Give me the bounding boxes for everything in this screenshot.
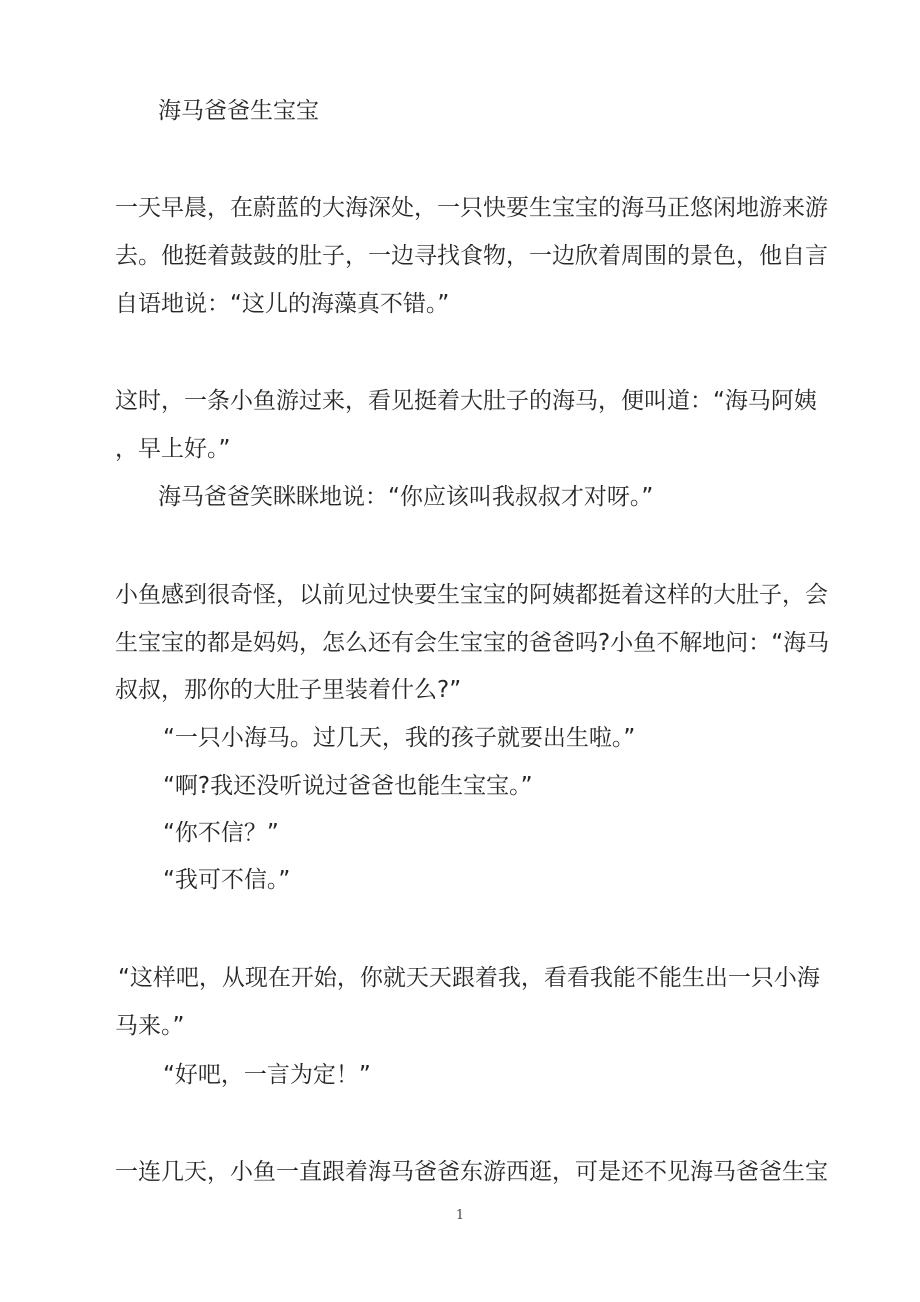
dialogue-line: “我可不信。” bbox=[163, 867, 291, 893]
paragraph-line: 海马爸爸笑眯眯地说：“你应该叫我叔叔才对呀。” bbox=[158, 484, 654, 510]
dialogue-line: “你不信？” bbox=[163, 820, 279, 846]
paragraph-line: 一天早晨，在蔚蓝的大海深处，一只快要生宝宝的海马正悠闲地游来游 bbox=[115, 195, 828, 221]
paragraph-line: 叔叔，那你的大肚子里装着什么?” bbox=[115, 677, 462, 703]
paragraph-line: 生宝宝的都是妈妈，怎么还有会生宝宝的爸爸吗?小鱼不解地问：“海马 bbox=[115, 630, 830, 656]
dialogue-line: “这样吧，从现在开始，你就天天跟着我，看看我能不能生出一只小海 bbox=[118, 965, 820, 991]
paragraph-line: 这时，一条小鱼游过来，看见挺着大肚子的海马，便叫道：“海马阿姨 bbox=[115, 388, 817, 414]
paragraph-line: 小鱼感到很奇怪，以前见过快要生宝宝的阿姨都挺着这样的大肚子，会 bbox=[115, 582, 828, 608]
dialogue-line: “一只小海马。过几天，我的孩子就要出生啦。” bbox=[163, 725, 636, 751]
dialogue-line: “啊?我还没听说过爸爸也能生宝宝。” bbox=[163, 773, 533, 799]
page-number: 1 bbox=[455, 1208, 465, 1223]
dialogue-line: “好吧，一言为定！” bbox=[163, 1062, 371, 1088]
paragraph-line: 一连几天，小鱼一直跟着海马爸爸东游西逛，可是还不见海马爸爸生宝 bbox=[115, 1159, 828, 1185]
paragraph-line: 自语地说：“这儿的海藻真不错。” bbox=[115, 291, 450, 317]
paragraph-line: 去。他挺着鼓鼓的肚子，一边寻找食物，一边欣着周围的景色，他自言 bbox=[115, 243, 828, 269]
document-title: 海马爸爸生宝宝 bbox=[158, 98, 319, 124]
paragraph-line: ，早上好。” bbox=[115, 436, 231, 462]
paragraph-line: 马来。” bbox=[115, 1013, 185, 1039]
